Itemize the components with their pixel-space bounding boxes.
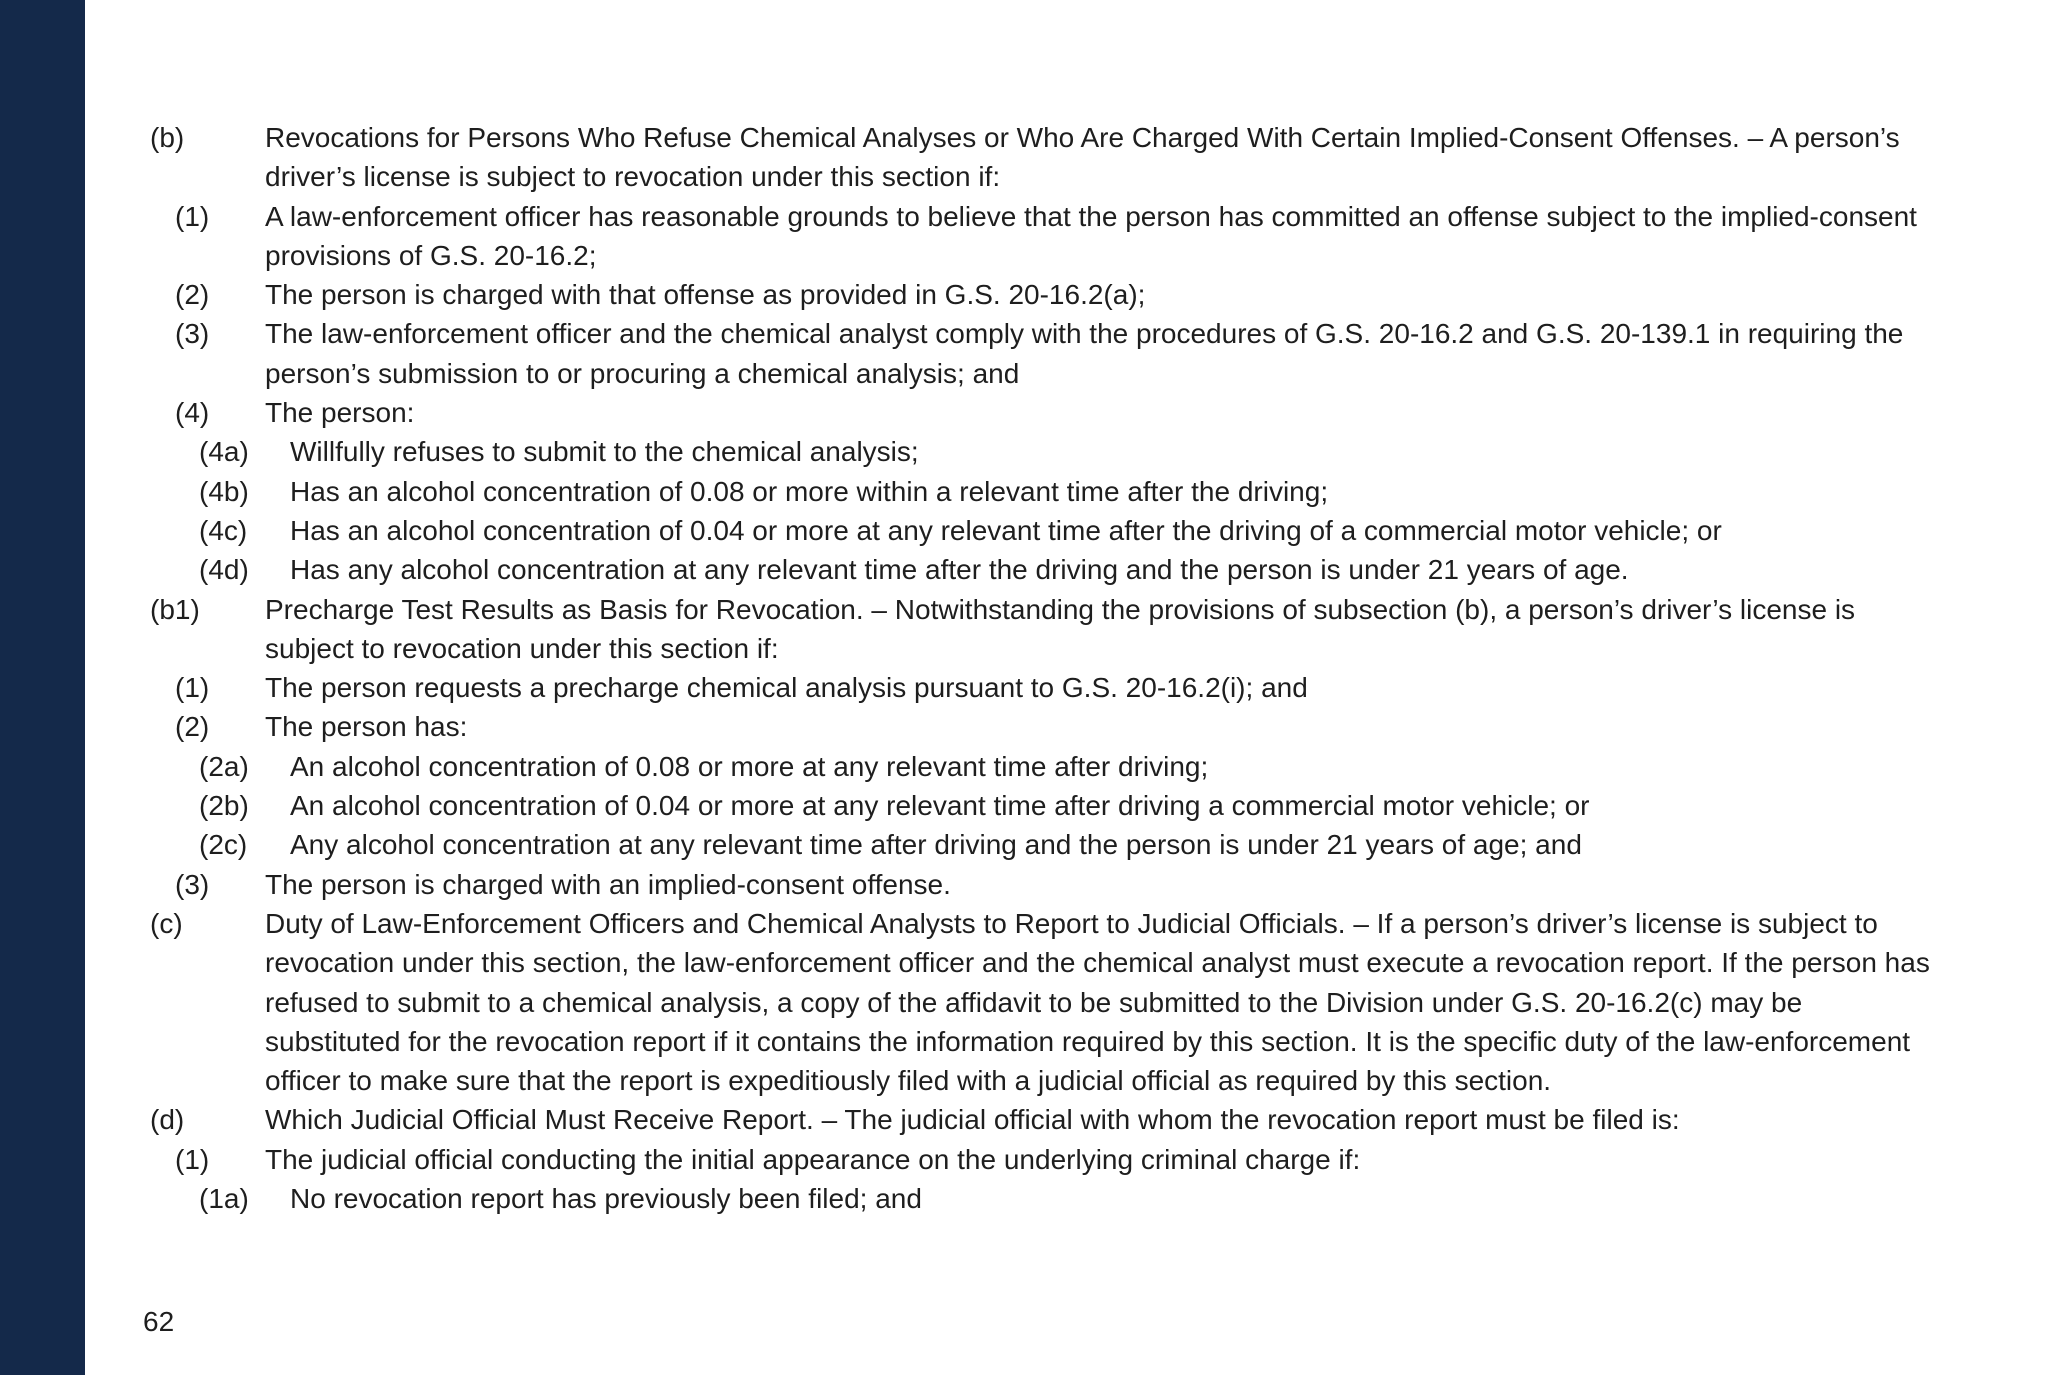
provision-text: The person:: [265, 397, 415, 429]
provision-text: A law-enforcement officer has reasonable grounds to believe that the person has committed an offense subject to the implied-consent provisions of G.S. 20-16.2;: [265, 200, 1917, 271]
provision-label: (2a): [199, 750, 249, 782]
provision-label: (4d): [199, 554, 249, 586]
provision-b1-2: [150, 707, 1930, 746]
provision-b-2: [150, 275, 1930, 314]
provision-d-1: [150, 1140, 1930, 1179]
provision-text: No revocation report has previously been filed; and: [290, 1183, 922, 1215]
left-sidebar-band: [0, 0, 85, 1375]
provision-label: (1a): [199, 1183, 249, 1215]
provision-label: (c): [150, 907, 183, 939]
provision-text: Any alcohol concentration at any relevant time after driving and the person is under 21 years of age; and: [290, 829, 1582, 861]
provision-label: (1): [175, 200, 210, 232]
provision-label: (b): [150, 122, 185, 153]
provision-label: (d): [150, 1104, 185, 1136]
provision-text: The law-enforcement officer and the chemical analyst comply with the procedures of G.S. 20-16.2 and G.S. 20-139.1 in requiring the person’s submission to or procuring a chemical analysis; and: [265, 318, 1904, 389]
provision-label: (2b): [199, 790, 249, 822]
provision-label: (4a): [199, 436, 249, 468]
provision-text: The person has:: [265, 711, 468, 743]
provision-text: The person is charged with an implied-consent offense.: [265, 868, 951, 900]
provision-b1-2a: [150, 747, 1930, 786]
provision-text: An alcohol concentration of 0.04 or more at any relevant time after driving a commercial motor vehicle; or: [290, 790, 1590, 822]
provision-b1: [150, 590, 1930, 669]
provision-b1-3: [150, 865, 1930, 904]
provision-b-3: [150, 314, 1930, 393]
provision-label: (4): [175, 397, 210, 429]
provision-label: (4b): [199, 475, 249, 507]
provision-text: Precharge Test Results as Basis for Revocation. – Notwithstanding the provisions of subsection (b), a person’s driver’s license is subject to revocation under this section if:: [265, 593, 1856, 664]
provision-text: Has any alcohol concentration at any relevant time after the driving and the person is under 21 years of age.: [290, 554, 1629, 586]
provision-label: (1): [175, 672, 210, 704]
provision-b-1: [150, 197, 1930, 276]
provision-label: (2c): [199, 829, 248, 861]
provision-text: Willfully refuses to submit to the chemical analysis;: [290, 436, 919, 468]
provision-label: (1): [175, 1143, 210, 1175]
provision-text: An alcohol concentration of 0.08 or more at any relevant time after driving;: [290, 750, 1209, 782]
provision-text: Duty of Law-Enforcement Officers and Chemical Analysts to Report to Judicial Officials. – If a person’s driver’s license is subject to revocation under this section, the law-enforcement officer and the chemical analyst must execute a revocation report. If the person has refused to submit to a chemical analysis, a copy of the affidavit to be submitted to the Division under G.S. 20-16.2(c) may be substituted for the revocation report if it contains the information required by this section. It is the specific duty of the law-enforcement officer to make sure that the report is expeditiously filed with a judicial official as required by this section.: [265, 907, 1930, 1097]
provision-text: The person is charged with that offense as provided in G.S. 20-16.2(a);: [265, 279, 1146, 311]
statute-text: [150, 118, 1930, 1218]
provision-text: Revocations for Persons Who Refuse Chemical Analyses or Who Are Charged With Certain Implied-Consent Offenses. – A person’s driver’s license is subject to revocation under this section if:: [265, 122, 1900, 193]
provision-b-4b: [150, 472, 1930, 511]
provision-c: [150, 904, 1930, 1100]
provision-text: The person requests a precharge chemical analysis pursuant to G.S. 20-16.2(i); and: [265, 672, 1308, 704]
provision-b-4: [150, 393, 1930, 432]
provision-b1-1: [150, 668, 1930, 707]
provision-label: (2): [175, 279, 210, 311]
provision-label: (4c): [199, 514, 248, 546]
provision-d-1a: [150, 1179, 1930, 1218]
provision-b: [150, 118, 1930, 197]
provision-text: Has an alcohol concentration of 0.08 or more within a relevant time after the driving;: [290, 475, 1329, 507]
provision-d: [150, 1100, 1930, 1139]
provision-b1-2c: [150, 825, 1930, 864]
provision-b-4d: [150, 550, 1930, 589]
provision-text: Which Judicial Official Must Receive Report. – The judicial official with whom the revocation report must be filed is:: [265, 1104, 1680, 1136]
provision-b-4c: [150, 511, 1930, 550]
provision-b-4a: [150, 432, 1930, 471]
provision-label: (2): [175, 711, 210, 743]
page-number: 62: [143, 1306, 175, 1337]
provision-text: Has an alcohol concentration of 0.04 or more at any relevant time after the driving of a commercial motor vehicle; or: [290, 514, 1722, 546]
provision-b1-2b: [150, 786, 1930, 825]
provision-text: The judicial official conducting the initial appearance on the underlying criminal charge if:: [265, 1143, 1361, 1175]
provision-label: (3): [175, 868, 210, 900]
provision-label: (3): [175, 318, 210, 350]
provision-label: (b1): [150, 593, 200, 625]
